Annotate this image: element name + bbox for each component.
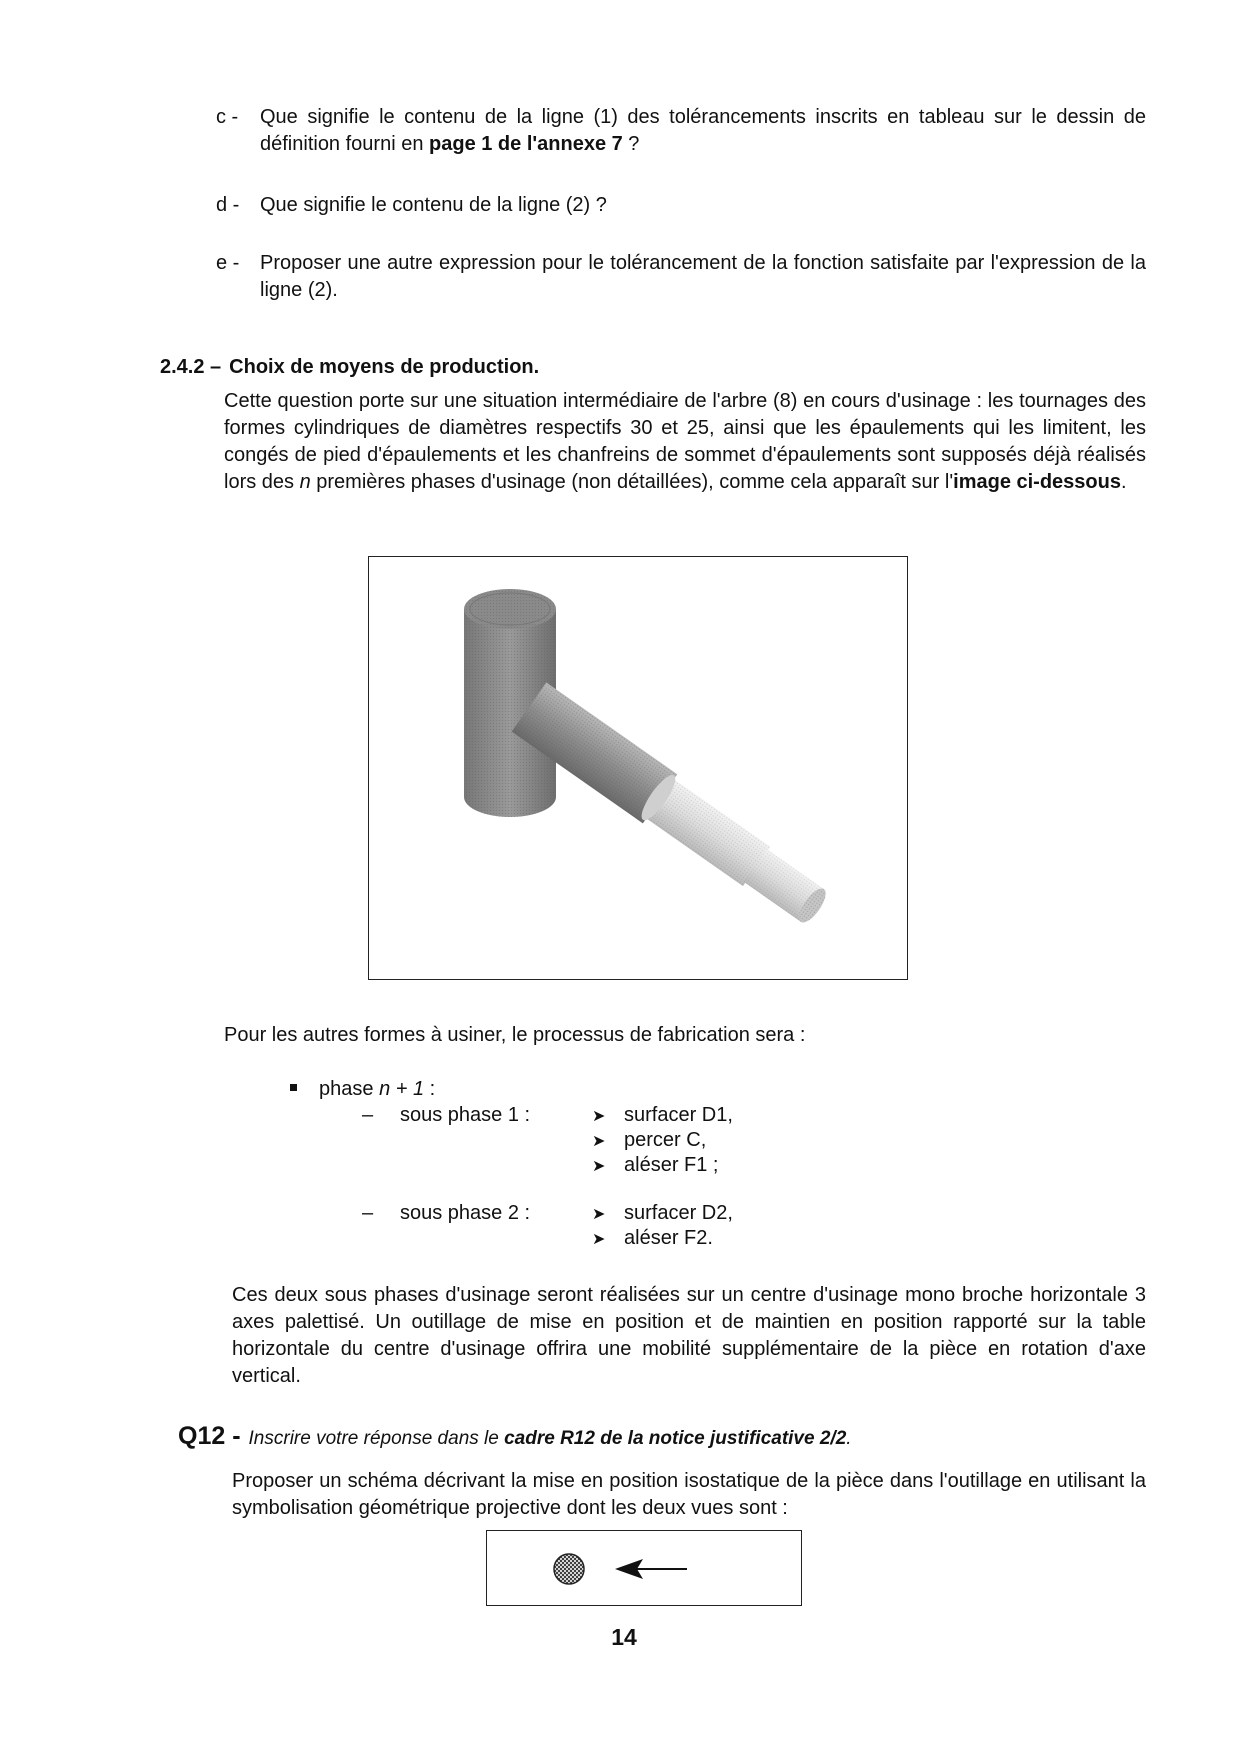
question-text: Que signifie le contenu de la ligne (2) ? — [260, 194, 607, 216]
question-text: Proposer une autre expression pour le tolérancement de la fonction satisfaite par l'expression de la ligne (2). — [260, 252, 1146, 301]
left-arrow-icon — [615, 1559, 687, 1579]
bullet-square-icon — [290, 1084, 297, 1091]
subphase-dash: – — [362, 1202, 374, 1224]
q12-instruction-part: . — [846, 1428, 852, 1449]
operation-label: surfacer D2, — [624, 1202, 733, 1224]
intro-part: Cette question porte sur une situation intermédiaire de l'arbre (8) en cours d'usinage : les tournages des formes cylindriques de diamètres respectifs 30 et 25, ainsi que les épaulements qui les limitent, les congés de pied d'épaulements et les chanfreins de sommet d'épaulements sont supposés déjà réalisés lors des — [224, 390, 1146, 493]
subphase-label: sous phase 1 : — [400, 1104, 531, 1126]
shaft-segment-25 — [636, 771, 834, 932]
projective-views-box — [486, 1530, 802, 1606]
question-d — [216, 192, 1146, 219]
operation-item — [592, 1127, 706, 1155]
operation-label: aléser F2. — [624, 1227, 713, 1249]
phase-prefix: phase — [319, 1078, 380, 1100]
intro-paragraph — [224, 388, 1146, 496]
operation-item — [592, 1225, 713, 1253]
intro-part: . — [1120, 471, 1127, 493]
arrowhead-icon: ➤ — [592, 1231, 606, 1248]
question-text — [260, 104, 1146, 158]
q12-instruction — [249, 1428, 852, 1449]
subphase-dash: – — [362, 1104, 374, 1126]
subphase-1 — [362, 1102, 530, 1129]
process-intro: Pour les autres formes à usiner, le processus de fabrication sera : — [224, 1024, 806, 1046]
operation-item — [592, 1200, 733, 1228]
arrowhead-icon: ➤ — [592, 1206, 606, 1223]
operation-label: percer C, — [624, 1129, 707, 1151]
question-text-part: Que signifie le contenu de la ligne (1) des tolérancements inscrits en tableau sur le dessin de définition fourni en — [260, 106, 1146, 155]
phase-bullet — [290, 1076, 435, 1103]
question-letter: c - — [216, 106, 239, 128]
shaft-figure — [368, 556, 908, 980]
q12-instruction-bold: cadre R12 de la notice justificative 2/2 — [504, 1428, 847, 1449]
intro-part: premières phases d'usinage (non détaillées), comme cela apparaît sur l' — [310, 471, 954, 493]
arrowhead-icon: ➤ — [592, 1108, 606, 1125]
question-q12 — [178, 1423, 852, 1452]
question-e — [216, 250, 1146, 304]
operation-label: aléser F1 ; — [624, 1154, 719, 1176]
question-text-part: ? — [622, 133, 640, 155]
operation-label: surfacer D1, — [624, 1104, 733, 1126]
crosshatched-circle-icon — [554, 1554, 584, 1584]
q12-text: Proposer un schéma décrivant la mise en position isostatique de la pièce dans l'outillage en utilisant la symbolisation géométrique projective dont les deux vues sont : — [232, 1470, 1146, 1519]
section-title: Choix de moyens de production. — [229, 356, 540, 378]
operation-item — [592, 1152, 718, 1180]
arrowhead-icon: ➤ — [592, 1133, 606, 1150]
subphase-2 — [362, 1200, 530, 1227]
question-letter: d - — [216, 194, 240, 216]
shaft-3d-render — [369, 557, 909, 981]
page-number: 14 — [611, 1624, 637, 1650]
section-number: 2.4.2 – — [160, 356, 222, 378]
arrowhead-icon: ➤ — [592, 1158, 606, 1175]
machine-paragraph: Ces deux sous phases d'usinage seront réalisées sur un centre d'usinage mono broche horizontale 3 axes palettisé. Un outillage de mise en position et de maintien en position rapporté sur la table horizontale du centre d'usinage offrira une mobilité supplémentaire de la pièce en rotation d'axe vertical. — [232, 1284, 1146, 1387]
phase-label: n + 1 — [379, 1078, 425, 1100]
section-heading — [160, 354, 539, 381]
projective-symbols — [487, 1531, 803, 1607]
phase-suffix: : — [424, 1078, 436, 1100]
question-letter: e - — [216, 252, 240, 274]
q12-number: Q12 - — [178, 1422, 241, 1450]
q12-instruction-part: Inscrire votre réponse dans le — [248, 1428, 505, 1449]
intro-italic-n: n — [299, 471, 311, 493]
question-c — [216, 104, 1146, 158]
question-text-bold: page 1 de l'annexe 7 — [429, 133, 623, 155]
intro-bold: image ci-dessous — [953, 471, 1121, 493]
subphase-label: sous phase 2 : — [400, 1202, 531, 1224]
operation-item — [592, 1102, 733, 1130]
